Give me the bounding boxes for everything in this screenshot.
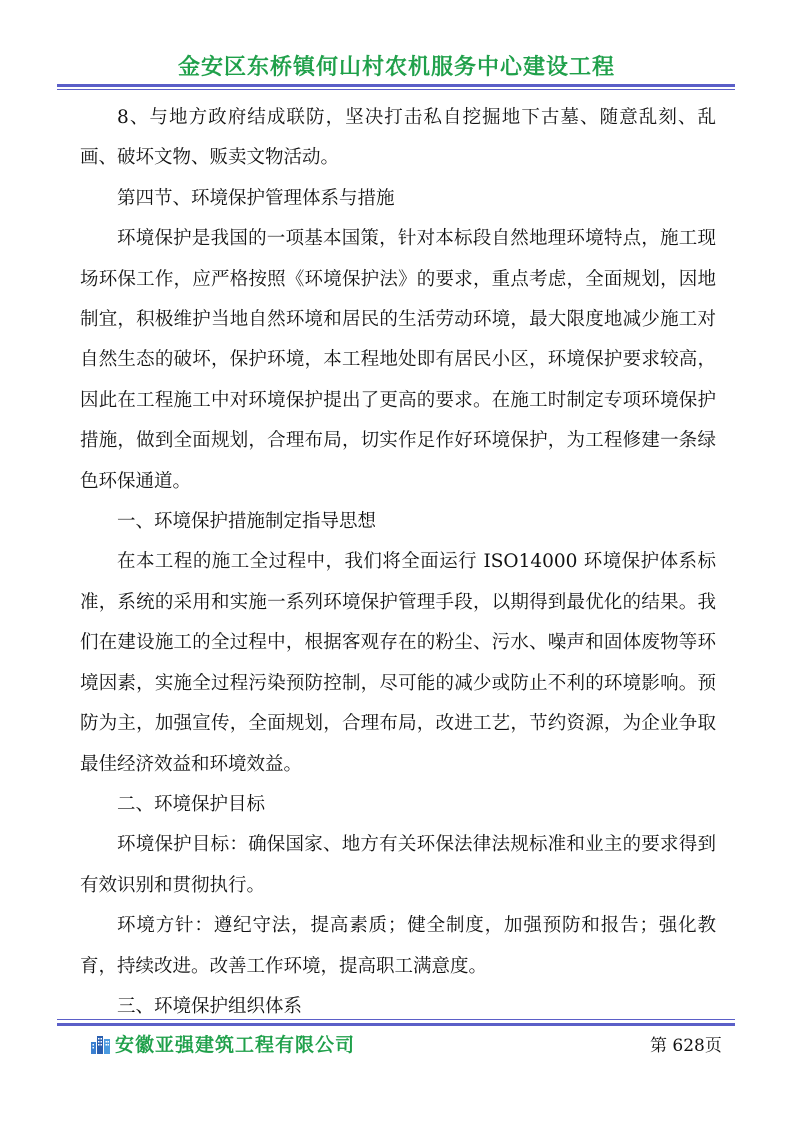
header-rule-thick	[57, 84, 735, 87]
paragraph: 在本工程的施工全过程中，我们将全面运行 ISO14000 环境保护体系标准，系统的采用和实施一系列环境保护管理手段，以期得到最优化的结果。我们在建设施工的全过程中，根据客观存在的粉尘、污水、噪声和固体废物等环境因素，实施全过程污染预防控制，尽可能的减少或防止不利的环境影响。预防为主，加强宣传，全面规划，合理布局，改进工艺，节约资源，为企业争取最佳经济效益和环境效益。	[80, 551, 716, 775]
subsection-heading: 二、环境保护目标	[117, 793, 266, 815]
subsection-heading: 三、环境保护组织体系	[117, 995, 303, 1017]
paragraph: 环境保护目标：确保国家、地方有关环保法律法规标准和业主的要求得到有效识别和贯彻执行。	[80, 834, 716, 896]
page-number: 第 628页	[650, 1036, 722, 1056]
header-title: 金安区东桥镇何山村农机服务中心建设工程	[177, 55, 615, 80]
subsection-heading: 一、环境保护措施制定指导思想	[117, 511, 377, 533]
footer-rule-thick	[57, 1023, 735, 1026]
section-heading: 第四节、环境保护管理体系与措施	[117, 187, 395, 209]
footer-company	[90, 1030, 355, 1057]
paragraph-item-8: 8、与地方政府结成联防，坚决打击私自挖掘地下古墓、随意乱刻、乱画、破坏文物、贩卖文物活动。	[80, 107, 716, 169]
paragraph: 环境方针：遵纪守法，提高素质；健全制度，加强预防和报告；强化教育，持续改进。改善工作环境，提高职工满意度。	[80, 915, 716, 977]
footer-rule-thin	[57, 1019, 735, 1020]
header-rule-thin	[57, 89, 735, 90]
paragraph: 环境保护是我国的一项基本国策，针对本标段自然地理环境特点，施工现场环保工作，应严格按照《环境保护法》的要求，重点考虑，全面规划，因地制宜，积极维护当地自然环境和居民的生活劳动环境，最大限度地减少施工对自然生态的破坏，保护环境，本工程地处即有居民小区，环境保护要求较高，因此在工程施工中对环境保护提出了更高的要求。在施工时制定专项环境保护措施，做到全面规划，合理布局，切实作足作好环境保护，为工程修建一条绿色环保通道。	[80, 228, 716, 492]
document-body	[80, 98, 716, 1027]
building-logo-icon	[90, 1033, 112, 1055]
footer-company-name: 安徽亚强建筑工程有限公司	[115, 1034, 356, 1056]
